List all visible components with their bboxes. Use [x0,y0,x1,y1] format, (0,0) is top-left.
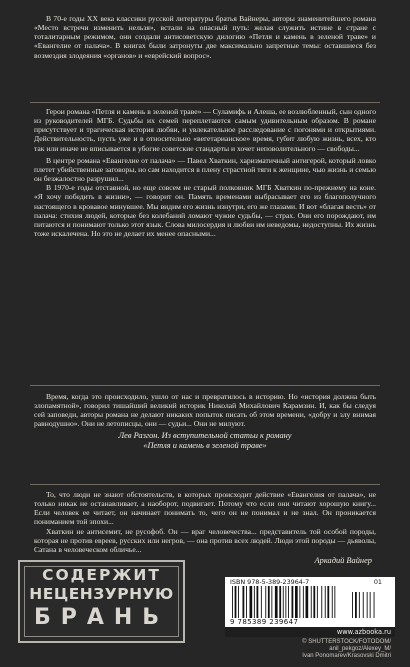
synopsis-paragraph: В 1970-е годы отставной, но еще совсем не старый полковник МГБ Хваткин по-прежнему на коне. «Я хочу победить в жизни», — говорит он. Память временами выбрасывает его из благополучного настоящего в кровавое минувшее. Мы видим его жизнь изнутри, его же глазами. И вот «благая весть» от палача: стихия людей, которые без колебаний ломают чужие судьбы, — страх. Они его порождают, им питаются и понимают только этот язык. Слова милосердия и любви им неведомы, недоступны. Их жизнь тоже искалечена. Но это не делает их менее опасными... [34,183,376,239]
author-comment-paragraph: Хваткин не антисемит, не русофоб. Он — враг человечества... представитель той особой породы, которая не против евреев, русских или негров, — она против всех людей. Люди этой породы — дьяволы, Сатана в человеческом обличье... [34,526,376,554]
quote-attribution [34,431,376,451]
synopsis-section [34,107,376,238]
author-signature: Аркадий Вайнер [314,556,372,566]
author-comment-paragraph: То, что люди не знают обстоятельств, в которых происходит действие «Евангелия от палача», не только никак не останавливает, а наоборот, подвигает. Потому что если они читают хорошую книгу... Если человек ее читает, он начинает понимать то, чего он не понимал и не знал. Он проникается пониманием той эпохи... [34,490,376,527]
section-divider [30,102,380,103]
photo-credit-line: anil_pekgoz/Alexey_M/ [329,646,391,652]
author-comment-section [34,490,376,565]
barcode-number: 9 785389 239647 [230,618,299,626]
photo-credit-line: Ivan Ponomarev/Krasovski Dmitri [302,653,391,659]
isbn-addon: 01 [373,578,382,586]
section-divider [30,385,380,386]
isbn-line [230,578,390,586]
publisher-website-bar [225,627,395,637]
publisher-website: www.azbooka.ru [336,628,391,636]
section-divider [30,484,380,485]
photo-credits [225,639,395,660]
barcode-image [230,586,390,618]
synopsis-paragraph: В центре романа «Евангелие от палача» — Павел Хваткин, харизматичный антигерой, который ловко плетет убийственные заговоры, но сам находится в плену страстной тяги к женщине, чью жизнь и семью он безжалостно разрушил... [34,155,376,184]
synopsis-paragraph: Герои романа «Петля и камень в зеленой траве» — Суламифь и Алеша, ее возлюбленный, сын одного из руководителей МГБ. Судьбы их семей переплетаются самым удивительным образом. В романе присутствует и трагическая история любви, и увлекательное расследование с погонями и открытиями. Действительность, пусть уже и в относительно «вегетарианское» время, губит любую жизнь, всех, кто так или иначе не вписывается в убогие советские стандарты и хочет неповолительного — свободы... [34,107,376,153]
quote-section [34,392,376,451]
stamp-line: БРАНЬ [33,605,170,630]
barcode-block [225,577,395,627]
intro-paragraph: В 70-е годы XX века классики русской литературы братья Вайнеры, авторы знаменитейшего романа «Место встречи изменить нельзя», встали на опасный путь: желая служить истине в стране с тоталитарным режимом, они создали антисоветскую дилогию «Петля и камень в зеленой траве» и «Евангелие от палача». В книгах были затронуты две максимально запретные темы: оставшиеся без возмездия злодеяния «органов» и «еврейский вопрос». [34,14,376,60]
quote-attribution-line1: Лев Разгон. Из вступительной статьи к роману [118,430,292,440]
isbn-text: ISBN 978-5-389-23964-7 [230,578,310,586]
stamp-line: НЕЦЕНЗУРНУЮ [29,585,174,603]
intro-section [34,14,376,60]
quote-attribution-line2: «Петля и камень в зеленой траве» [143,440,267,450]
photo-credit-line: © SHUTTERSTOCK/FOTODOM/ [302,639,391,645]
stamp-line: СОДЕРЖИТ [42,566,161,584]
explicit-language-stamp [18,560,185,643]
quote-paragraph: Время, когда это происходило, ушло от нас и превратилось в историю. Но «история должна быть злопамятной», говорил тишайший великий историк Николай Михайлович Карамзин. И, как бы следуя сей заповеди, авторы романа не делают никаких попыток писать об этом времени, «добру и злу внимая равнодушно». Они не летописцы, они — судьи... Они не милуют. [34,392,376,429]
